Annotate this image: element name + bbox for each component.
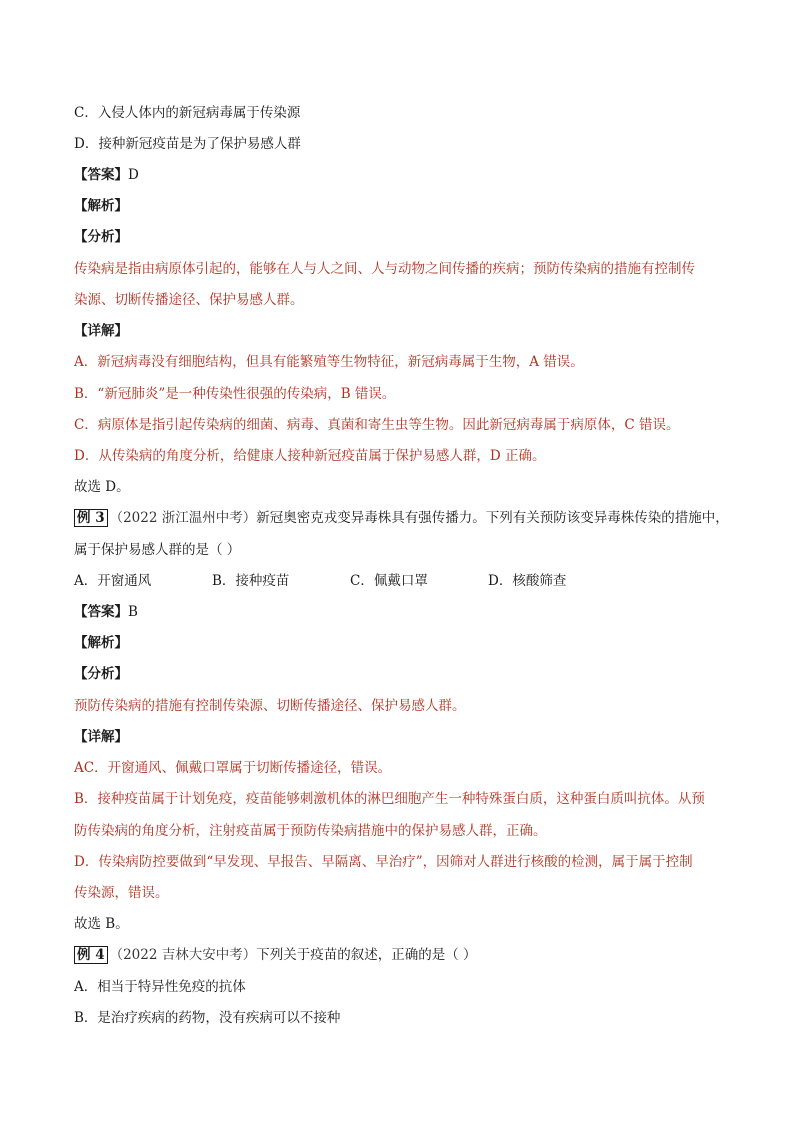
answer-label-2: 【答案】 (74, 604, 128, 620)
example-3-text: 新冠奥密克戎变异毒株具有强传播力。下列有关预防该变异毒株传染的措施中， (256, 510, 729, 526)
example-4-text: 下列关于疫苗的叙述，正确的是（ ） (256, 947, 477, 963)
option-c-prev: C．入侵人体内的新冠病毒属于传染源 (74, 105, 301, 121)
detail-1-b: B．“新冠肺炎”是一种传染性很强的传染病，B 错误。 (74, 386, 396, 402)
detail-1-c: C．病原体是指引起传染病的细菌、病毒、真菌和寄生虫等生物。因此新冠病毒属于病原体，C 错误。 (74, 417, 680, 433)
answer-line-1 (74, 166, 734, 184)
answer-line-2 (74, 603, 734, 621)
answer-value: D (128, 167, 139, 183)
fenxi-heading-2: 【分析】 (74, 666, 128, 682)
example-4-badge: 例 4 (74, 946, 108, 964)
conclusion-2: 故选 B。 (74, 916, 129, 932)
example-3-options (74, 572, 734, 590)
fenxi-text-1b: 染源、切断传播途径、保护易感人群。 (74, 292, 304, 308)
detail-2-d-1: D．传染病防控要做到“早发现、早报告、早隔离、早治疗”，因筛对人群进行核酸的检测，属于属于控制 (74, 854, 693, 870)
analysis-heading-1: 【解析】 (74, 198, 128, 214)
example-3-option-d: D．核酸筛查 (488, 573, 567, 589)
detail-1-a: A．新冠病毒没有细胞结构，但具有能繁殖等生物特征，新冠病毒属于生物，A 错误。 (74, 354, 584, 370)
example-3-badge: 例 3 (74, 509, 108, 527)
detail-heading-1: 【详解】 (74, 323, 128, 339)
answer-label: 【答案】 (74, 167, 128, 183)
example-3-stem-cont: 属于保护易感人群的是（ ） (74, 542, 241, 558)
example-4-stem (74, 946, 734, 964)
fenxi-text-2: 预防传染病的措施有控制传染源、切断传播途径、保护易感人群。 (74, 698, 466, 714)
conclusion-1: 故选 D。 (74, 479, 130, 495)
detail-1-d: D．从传染病的角度分析，给健康人接种新冠疫苗属于保护易感人群，D 正确。 (74, 448, 546, 464)
example-3-option-c: C．佩戴口罩 (350, 573, 428, 589)
detail-heading-2: 【详解】 (74, 729, 128, 745)
example-4-option-b: B．是治疗疾病的药物，没有疾病可以不接种 (74, 1010, 341, 1026)
detail-2-d-2: 传染源，错误。 (74, 885, 169, 901)
example-4-source: （2022 吉林大安中考） (109, 947, 257, 963)
fenxi-text-1a: 传染病是指由病原体引起的，能够在人与人之间、人与动物之间传播的疾病；预防传染病的措施有控制传 (74, 261, 695, 277)
analysis-heading-2: 【解析】 (74, 635, 128, 651)
example-3-stem (74, 509, 734, 527)
example-3-source: （2022 浙江温州中考） (109, 510, 257, 526)
option-d-prev: D．接种新冠疫苗是为了保护易感人群 (74, 136, 301, 152)
example-4-option-a: A．相当于特异性免疫的抗体 (74, 979, 246, 995)
detail-2-ac: AC．开窗通风、佩戴口罩属于切断传播途径，错误。 (74, 760, 392, 776)
answer-value-2: B (128, 604, 138, 620)
fenxi-heading-1: 【分析】 (74, 229, 128, 245)
example-3-option-b: B．接种疫苗 (212, 573, 290, 589)
detail-2-b-1: B．接种疫苗属于计划免疫，疫苗能够刺激机体的淋巴细胞产生一种特殊蛋白质，这种蛋白质叫抗体。从预 (74, 791, 705, 807)
detail-2-b-2: 防传染病的角度分析，注射疫苗属于预防传染病措施中的保护易感人群，正确。 (74, 823, 547, 839)
example-3-option-a: A．开窗通风 (74, 573, 152, 589)
